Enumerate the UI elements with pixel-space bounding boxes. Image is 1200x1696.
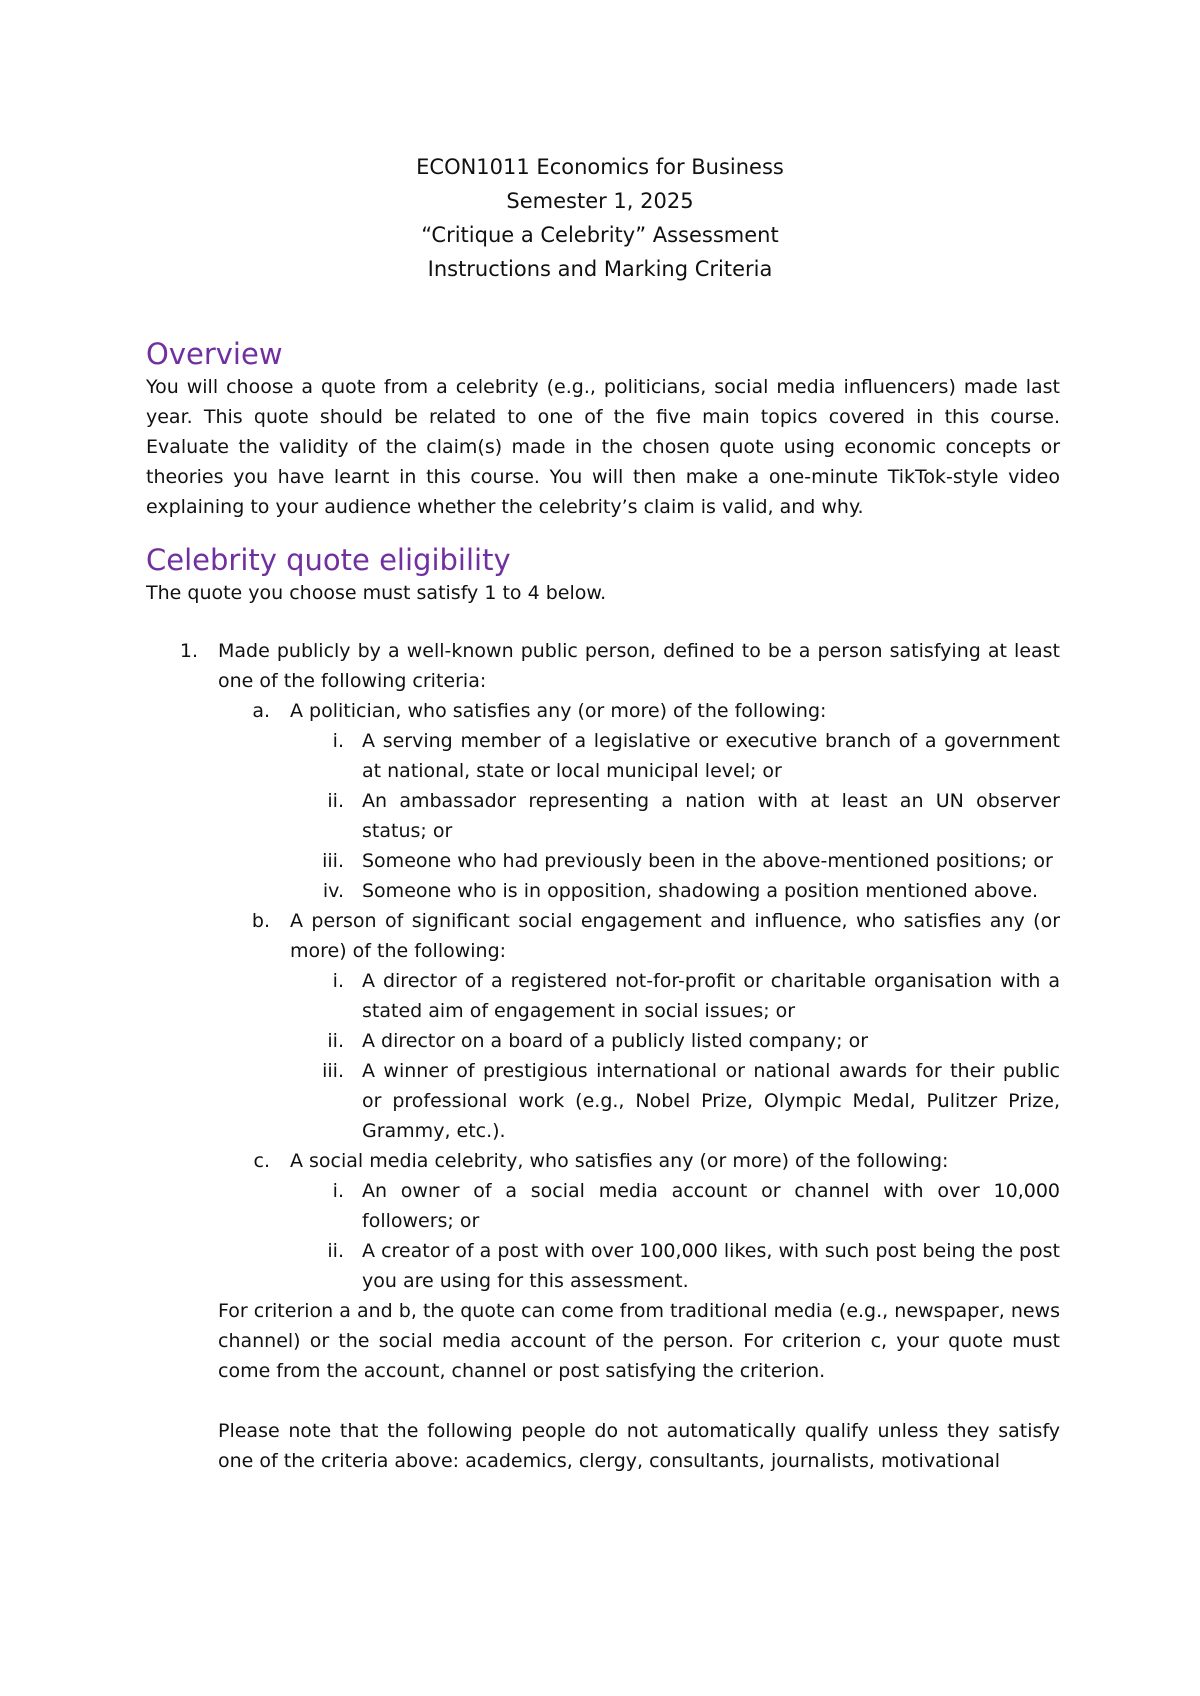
sub-criterion-item	[218, 906, 1060, 1146]
list-marker: i.	[332, 1180, 344, 1202]
criterion-text: Made publicly by a well-known public person, defined to be a person satisfying at least one of the following criteria:	[218, 640, 1060, 692]
list-item	[290, 876, 1060, 906]
eligibility-intro: The quote you choose must satisfy 1 to 4 below.	[146, 582, 607, 604]
list-marker: ii.	[327, 790, 344, 812]
sub-criterion-item	[218, 1146, 1060, 1296]
list-marker: ii.	[327, 1030, 344, 1052]
sub-criterion-item	[218, 696, 1060, 906]
sub-criterion-text: A social media celebrity, who satisfies any (or more) of the following:	[290, 1150, 949, 1172]
list-item	[290, 966, 1060, 1026]
document-title-block	[0, 150, 1200, 286]
document-subtitle: Instructions and Marking Criteria	[427, 257, 773, 281]
list-item-text: A director of a registered not-for-profit or charitable organisation with a stated aim of engagement in social issues; or	[362, 970, 1060, 1022]
list-marker: i.	[332, 730, 344, 752]
list-item	[290, 1056, 1060, 1146]
source-note: For criterion a and b, the quote can come from traditional media (e.g., newspaper, news channel) or the social media account of the person. For criterion c, your quote must come from the account, channel or post satisfying the criterion.	[218, 1300, 1060, 1382]
list-item	[290, 1026, 1060, 1056]
list-marker: c.	[253, 1150, 270, 1172]
sub-criterion-text: A politician, who satisfies any (or more) of the following:	[290, 700, 827, 722]
list-marker: b.	[251, 910, 270, 932]
list-item-text: A winner of prestigious international or national awards for their public or professional work (e.g., Nobel Prize, Olympic Medal, Pulitzer Prize, Grammy, etc.).	[362, 1060, 1060, 1142]
overview-heading: Overview	[146, 337, 283, 371]
sub-sub-list	[290, 726, 1060, 906]
exclusions-note: Please note that the following people do not automatically qualify unless they satisfy one of the criteria above: academics, clergy, consultants, journalists, motivational	[218, 1420, 1060, 1472]
list-marker: iv.	[322, 880, 344, 902]
list-marker: iii.	[322, 850, 344, 872]
list-item	[290, 1236, 1060, 1296]
eligibility-criteria-list	[146, 636, 1060, 1296]
semester-label: Semester 1, 2025	[506, 189, 694, 213]
list-marker: a.	[252, 700, 270, 722]
list-item-text: A serving member of a legislative or executive branch of a government at national, state or local municipal level; or	[362, 730, 1060, 782]
list-item	[290, 1176, 1060, 1236]
list-item	[290, 786, 1060, 846]
eligibility-heading: Celebrity quote eligibility	[146, 543, 511, 577]
course-title: ECON1011 Economics for Business	[416, 155, 784, 179]
assessment-title: “Critique a Celebrity” Assessment	[421, 223, 779, 247]
list-item-text: A director on a board of a publicly listed company; or	[362, 1030, 869, 1052]
criterion-item	[146, 636, 1060, 1296]
list-item	[290, 846, 1060, 876]
list-item	[290, 726, 1060, 786]
list-item-text: A creator of a post with over 100,000 likes, with such post being the post you are using for this assessment.	[362, 1240, 1060, 1292]
criterion-sub-list	[218, 696, 1060, 1296]
document-body	[146, 336, 1060, 1476]
list-marker: 1.	[179, 640, 198, 662]
sub-criterion-text: A person of significant social engagement and influence, who satisfies any (or more) of the following:	[290, 910, 1060, 962]
list-item-text: Someone who had previously been in the above-mentioned positions; or	[362, 850, 1053, 872]
list-item-text: An ambassador representing a nation with at least an UN observer status; or	[362, 790, 1060, 842]
list-marker: ii.	[327, 1240, 344, 1262]
sub-sub-list	[290, 1176, 1060, 1296]
list-item-text: An owner of a social media account or channel with over 10,000 followers; or	[362, 1180, 1060, 1232]
sub-sub-list	[290, 966, 1060, 1146]
list-marker: iii.	[322, 1060, 344, 1082]
list-marker: i.	[332, 970, 344, 992]
overview-paragraph: You will choose a quote from a celebrity (e.g., politicians, social media influencers) made last year. This quote should be related to one of the five main topics covered in this course. Evaluate the validity of the claim(s) made in the chosen quote using economic concepts or theories you have learnt in this course. You will then make a one-minute TikTok-style video explaining to your audience whether the celebrity’s claim is valid, and why.	[146, 376, 1060, 518]
list-item-text: Someone who is in opposition, shadowing a position mentioned above.	[362, 880, 1039, 902]
